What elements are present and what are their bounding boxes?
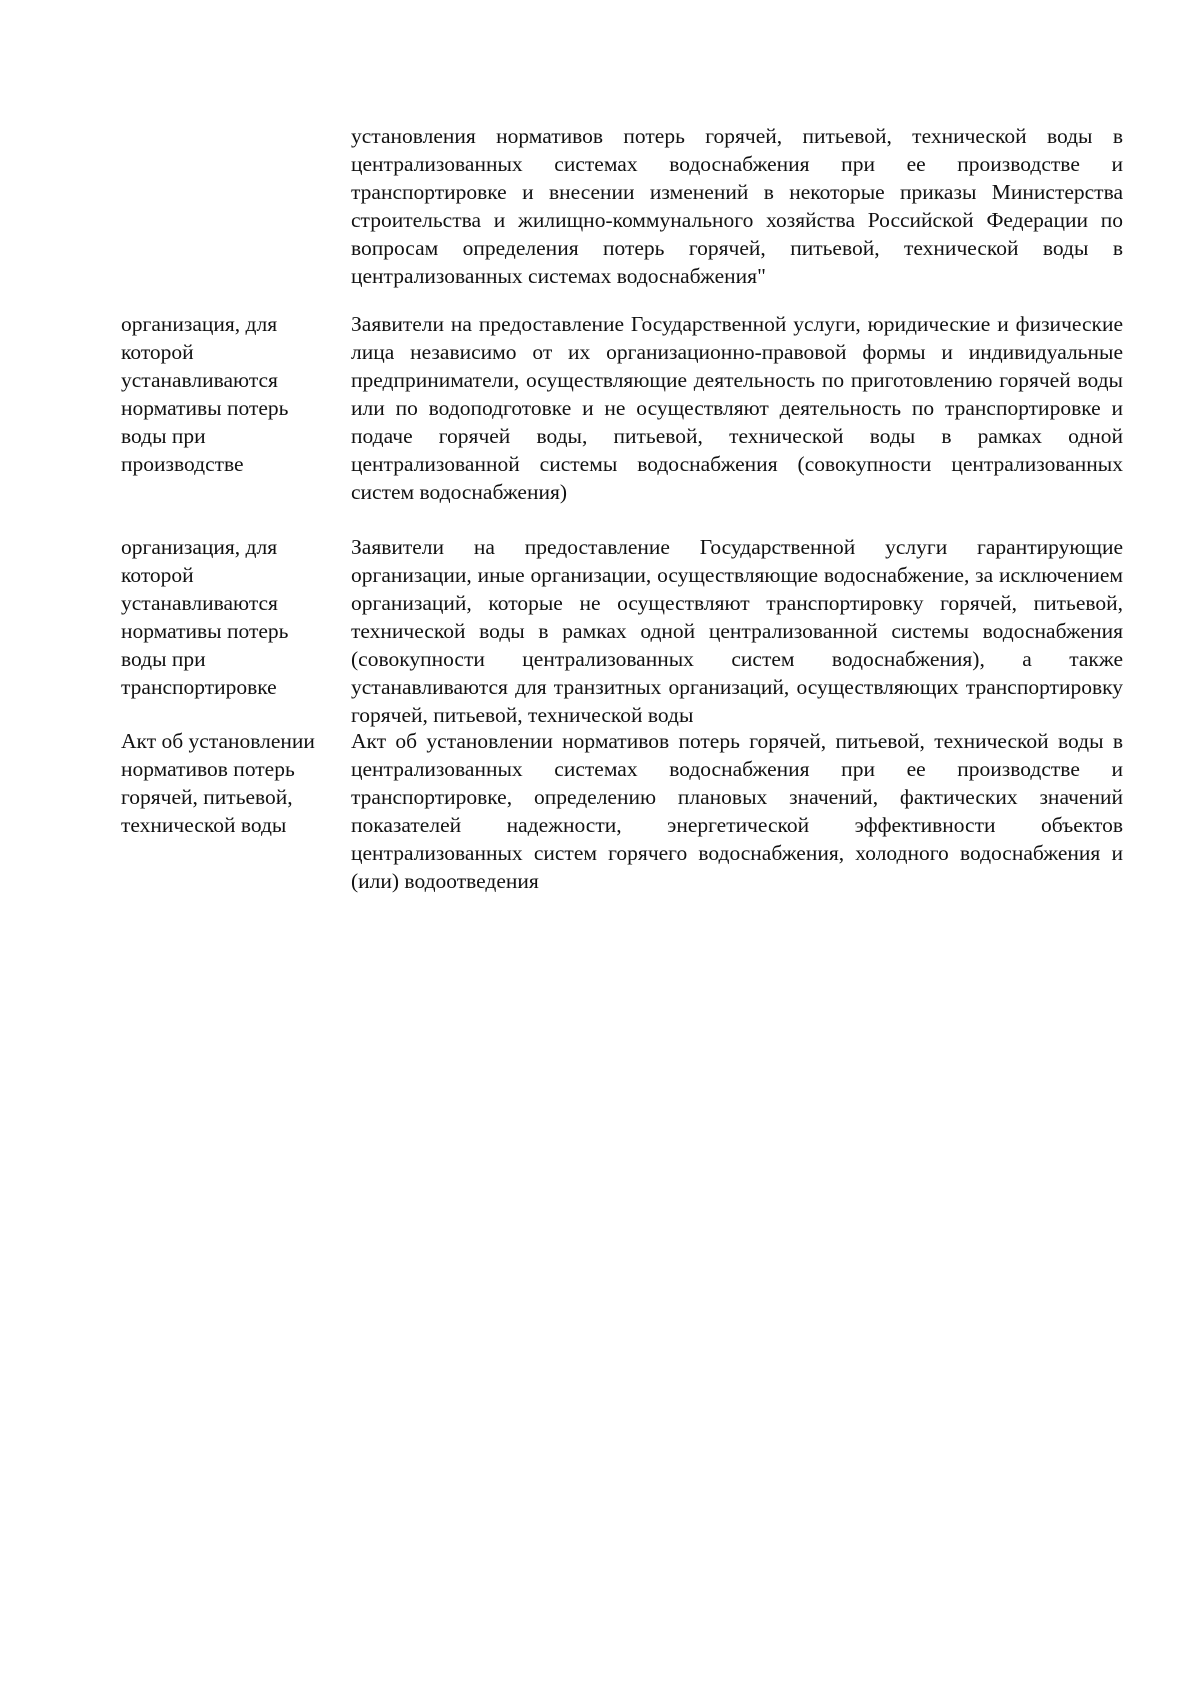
term-normatives-act: Акт об установлении нормативов потерь горячей, питьевой, технической воды <box>121 729 315 837</box>
term-production-organization: организация, для которой устанавливаются нормативы потерь воды при производстве <box>121 312 289 476</box>
definition-production-organization: Заявители на предоставление Государственной услуги, юридические и физические лица независимо от их организационно-правовой формы и индивидуальные предприниматели, осуществляющие деятельность по приготовлению горячей воды или по водоподготовке и не осуществляют деятельность по транспортировке и подаче горячей воды, питьевой, технической воды в рамках одной централизованной системы водоснабжения (совокупности централизованных систем водоснабжения) <box>351 312 1123 504</box>
definition-transport-organization: Заявители на предоставление Государственной услуги гарантирующие организации, иные организации, осуществляющие водоснабжение, за исключением организаций, которые не осуществляют транспортировку горячей, питьевой, технической воды в рамках одной централизованной системы водоснабжения (совокупности централизованных систем водоснабжения), а также устанавливаются для транзитных организаций, осуществляющих транспортировку горячей, питьевой, технической воды <box>351 535 1123 727</box>
definition-normatives-act: Акт об установлении нормативов потерь горячей, питьевой, технической воды в централизованных системах водоснабжения при ее производстве и транспортировке, определению плановых значений, фактических значений показателей надежности, энергетической эффективности объектов централизованных систем горячего водоснабжения, холодного водоснабжения и (или) водоотведения <box>351 729 1123 893</box>
definition-continuation: установления нормативов потерь горячей, питьевой, технической воды в централизованных системах водоснабжения при ее производстве и транспортировке и внесении изменений в некоторые приказы Министерства строительства и жилищно-коммунального хозяйства Российской Федерации по вопросам определения потерь горячей, питьевой, технической воды в централизованных системах водоснабжения" <box>351 124 1123 288</box>
term-transport-organization: организация, для которой устанавливаются нормативы потерь воды при транспортировке <box>121 535 289 699</box>
